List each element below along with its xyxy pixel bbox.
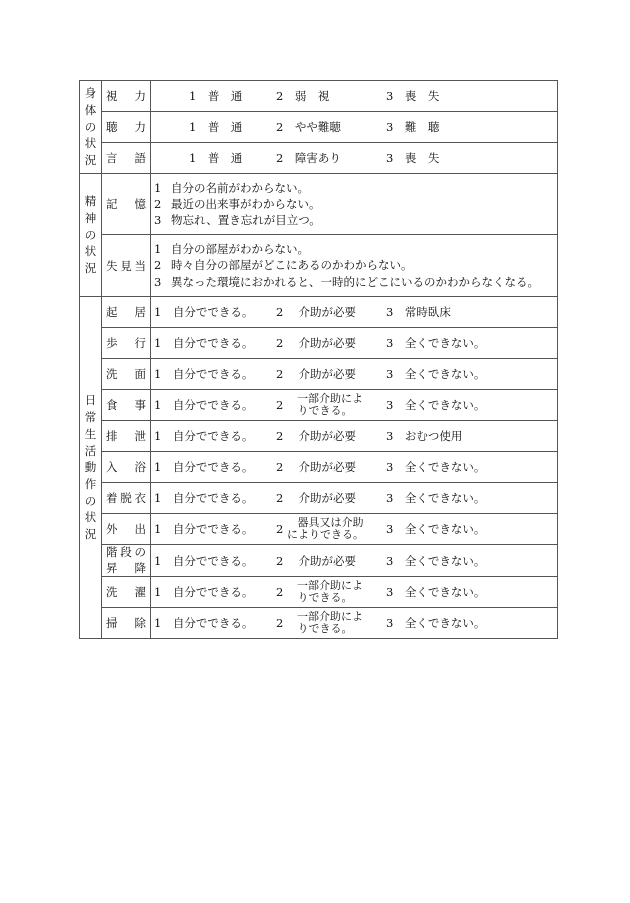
table-row — [80, 608, 558, 639]
option-1[interactable]: 1 自分でできる。 — [154, 522, 254, 536]
option-1[interactable]: 1 自分でできる。 — [154, 553, 254, 568]
item-label: 歩行 — [102, 328, 151, 359]
option-3[interactable]: 3 常時臥床 — [386, 305, 451, 319]
assessment-form-table — [79, 80, 558, 639]
option-1[interactable]: 1 自分でできる。 — [154, 429, 254, 443]
option-2[interactable]: 2 時々自分の部屋がどこにあるのかわからない。 — [154, 258, 413, 273]
options-cell — [151, 545, 558, 577]
item-label: 排泄 — [102, 421, 151, 452]
option-3[interactable]: 3 全くできない。 — [386, 522, 486, 536]
options-cell — [151, 297, 558, 328]
option-1[interactable]: 1 自分でできる。 — [154, 460, 254, 474]
options-list — [151, 174, 558, 235]
option-2[interactable]: 2 介助が必要 — [276, 460, 356, 474]
options-cell — [151, 359, 558, 390]
option-1[interactable]: 1 自分の名前がわからない。 — [154, 180, 309, 195]
table-row — [80, 328, 558, 359]
item-label: 言語 — [102, 143, 151, 174]
options-cell — [151, 452, 558, 483]
option-2[interactable]: 2 やや難聴 — [276, 120, 341, 134]
option-1[interactable]: 1 自分でできる。 — [154, 616, 254, 631]
option-2[interactable]: 2 弱 視 — [276, 89, 330, 103]
table-row — [80, 514, 558, 545]
options-cell — [151, 577, 558, 608]
section-label-mental: 精 神 の 状 況 — [80, 174, 102, 297]
item-label: 失見当 — [102, 235, 151, 297]
option-3[interactable]: 3 全くできない。 — [386, 491, 486, 505]
item-label: 食事 — [102, 390, 151, 421]
option-1[interactable]: 1 自分の部屋がわからない。 — [154, 242, 309, 256]
item-label: 起居 — [102, 297, 151, 328]
options-cell — [151, 514, 558, 545]
option-3[interactable]: 3 物忘れ、置き忘れが目立つ。 — [154, 213, 321, 228]
item-label: 視力 — [102, 81, 151, 112]
table-row — [80, 452, 558, 483]
option-1[interactable]: 1 普 通 — [189, 89, 243, 103]
option-3[interactable]: 3 全くできない。 — [386, 460, 486, 474]
option-2[interactable]: 2 障害あり — [276, 151, 341, 165]
option-2[interactable]: 2 介助が必要 — [276, 305, 356, 319]
options-cell — [151, 421, 558, 452]
options-cell — [151, 483, 558, 514]
option-2[interactable]: 2 一部介助によ りできる。 — [276, 609, 363, 636]
table-row — [80, 174, 558, 235]
option-1[interactable]: 1 自分でできる。 — [154, 491, 254, 505]
options-list — [151, 235, 558, 297]
option-3[interactable]: 3 全くできない。 — [386, 367, 486, 381]
option-2[interactable]: 2 一部介助によ りできる。 — [276, 391, 363, 417]
option-3[interactable]: 3 おむつ使用 — [386, 429, 463, 443]
item-label: 着脱衣 — [102, 483, 151, 514]
item-label: 入浴 — [102, 452, 151, 483]
option-3[interactable]: 3 全くできない。 — [386, 336, 486, 350]
option-1[interactable]: 1 自分でできる。 — [154, 367, 254, 381]
item-label: 階段の 昇 降 — [102, 545, 151, 577]
options-cell — [151, 608, 558, 639]
item-label: 外出 — [102, 514, 151, 545]
option-3[interactable]: 3 喪 失 — [386, 89, 440, 103]
table-row — [80, 421, 558, 452]
item-label: 記憶 — [102, 174, 151, 235]
item-label: 掃除 — [102, 608, 151, 639]
options-cell — [151, 390, 558, 421]
option-2[interactable]: 2 介助が必要 — [276, 491, 356, 505]
option-3[interactable]: 3 全くできない。 — [386, 398, 486, 412]
option-3[interactable]: 3 喪 失 — [386, 151, 440, 165]
option-2[interactable]: 2 介助が必要 — [276, 429, 356, 443]
table-row — [80, 297, 558, 328]
options-cell — [151, 81, 558, 112]
item-label: 洗濯 — [102, 577, 151, 608]
item-label: 洗面 — [102, 359, 151, 390]
table-row — [80, 143, 558, 174]
table-row — [80, 577, 558, 608]
option-1[interactable]: 1 自分でできる。 — [154, 398, 254, 412]
option-2[interactable]: 2 介助が必要 — [276, 367, 356, 381]
option-3[interactable]: 3 全くできない。 — [386, 585, 486, 600]
option-3[interactable]: 3 難 聴 — [386, 120, 440, 134]
option-3[interactable]: 3 全くできない。 — [386, 553, 486, 568]
options-cell — [151, 328, 558, 359]
table-row — [80, 390, 558, 421]
table-row — [80, 483, 558, 514]
option-1[interactable]: 1 自分でできる。 — [154, 305, 254, 319]
table-row — [80, 359, 558, 390]
option-2[interactable]: 2 最近の出来事がわからない。 — [154, 196, 321, 211]
option-2[interactable]: 2 器具又は介助 によりできる。 — [276, 515, 364, 541]
section-label-daily: 日 常 生 活 動 作 の 状 況 — [80, 297, 102, 639]
option-2[interactable]: 2 一部介助によ りできる。 — [276, 578, 363, 605]
table-row — [80, 235, 558, 297]
option-1[interactable]: 1 普 通 — [189, 120, 243, 134]
table-row — [80, 545, 558, 577]
option-1[interactable]: 1 普 通 — [189, 151, 243, 165]
option-3[interactable]: 3 全くできない。 — [386, 616, 486, 631]
option-1[interactable]: 1 自分でできる。 — [154, 585, 254, 600]
table-row — [80, 81, 558, 112]
table-row — [80, 112, 558, 143]
option-2[interactable]: 2 介助が必要 — [276, 553, 356, 568]
option-3[interactable]: 3 異なった環境におかれると、一時的にどこにいるのかわからなくなる。 — [154, 274, 539, 289]
options-cell — [151, 112, 558, 143]
options-cell — [151, 143, 558, 174]
option-1[interactable]: 1 自分でできる。 — [154, 336, 254, 350]
option-2[interactable]: 2 介助が必要 — [276, 336, 356, 350]
section-label-physical: 身 体 の 状 況 — [80, 81, 102, 174]
item-label: 聴力 — [102, 112, 151, 143]
